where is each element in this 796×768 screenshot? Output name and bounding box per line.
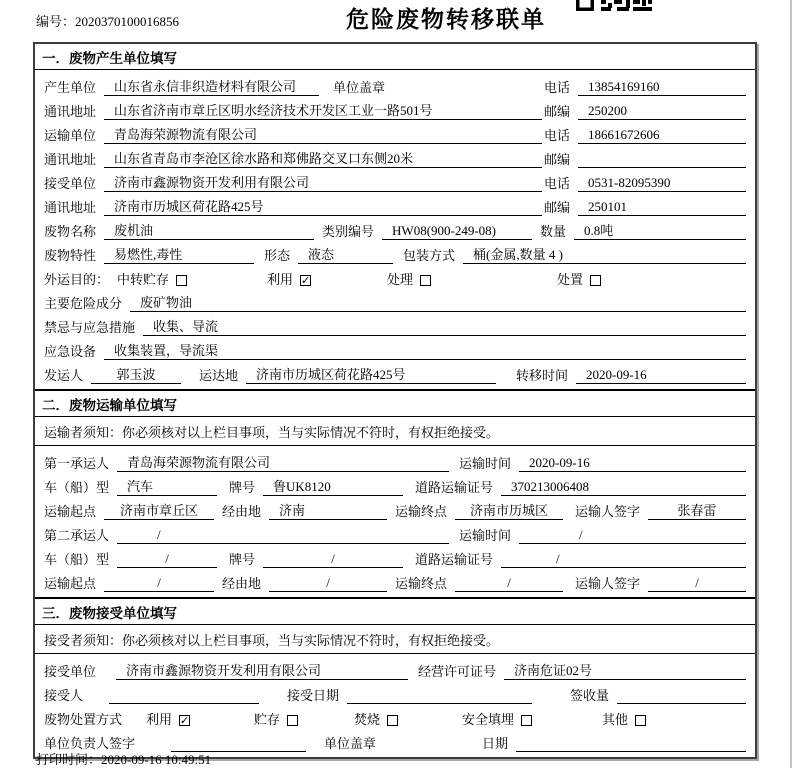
producer-unit-value: 山东省永信非织造材料有限公司 xyxy=(104,78,319,96)
receiver-address-value: 济南市历城区荷花路425号 xyxy=(104,198,542,216)
print-time-label: 打印时间： xyxy=(36,752,102,767)
section1-header: 一．废物产生单位填写 xyxy=(35,44,755,70)
section-transporter xyxy=(35,389,755,597)
transport-time1-value: 2020-09-16 xyxy=(519,454,746,472)
leader-sign-label: 单位负责人签字 xyxy=(44,736,136,751)
section1-body xyxy=(35,70,755,389)
disposal-option-other xyxy=(602,711,646,728)
accept-unit-row xyxy=(44,656,746,680)
route1-row xyxy=(44,496,746,520)
first-carrier-value: 青岛海荣源物流有限公司 xyxy=(117,454,449,472)
emergency-equipment-value: 收集装置，导流渠 xyxy=(104,342,746,360)
plate1-label: 牌号 xyxy=(229,480,256,495)
checkbox-transfer-storage xyxy=(176,275,187,286)
producer-unit-row xyxy=(44,72,746,96)
vehicle2-type-label: 车（船）型 xyxy=(44,552,110,567)
receiver-address-label: 通讯地址 xyxy=(44,200,97,215)
waste-qty-label: 数量 xyxy=(540,224,567,239)
route2-via-value: / xyxy=(269,574,387,592)
accept-date-label: 接受日期 xyxy=(287,688,340,703)
vehicle1-type-label: 车（船）型 xyxy=(44,480,110,495)
shipper-label: 发运人 xyxy=(44,368,84,383)
disposal-option-storage xyxy=(254,711,354,728)
route2-via-label: 经由地 xyxy=(222,576,262,591)
producer-address-row xyxy=(44,96,746,120)
accept-person-label: 接受人 xyxy=(44,688,84,703)
first-carrier-label: 第一承运人 xyxy=(44,456,110,471)
accept-person-value xyxy=(109,686,259,704)
purpose-option-treat xyxy=(387,271,557,288)
accept-date-value xyxy=(347,686,532,704)
purpose-option-dispose xyxy=(557,271,601,288)
transport-time1-label: 运输时间 xyxy=(459,456,512,471)
route2-sign-label: 运输人签字 xyxy=(575,576,641,591)
route1-via-value: 济南 xyxy=(269,502,387,520)
section3-body xyxy=(35,654,755,757)
route1-sign-label: 运输人签字 xyxy=(575,504,641,519)
hazard-components-value: 废矿物油 xyxy=(130,294,746,312)
second-carrier-label: 第二承运人 xyxy=(44,528,110,543)
waste-name-row xyxy=(44,216,746,240)
accept-person-row xyxy=(44,680,746,704)
print-time-value: 2020-09-16 10:49:51 xyxy=(101,752,212,767)
disposal-option-label: 利用 xyxy=(146,712,173,727)
accept-unit-label: 接受单位 xyxy=(44,664,97,679)
receiver-phone-label: 电话 xyxy=(543,176,570,191)
vehicle2-type-value: / xyxy=(117,550,217,568)
checkbox-dispose xyxy=(590,275,601,286)
transporter-address-value: 山东省青岛市李沧区徐水路和郑佛路交叉口东侧20米 xyxy=(104,150,542,168)
road-cert1-label: 道路运输证号 xyxy=(415,480,494,495)
receiver-zip-value: 250101 xyxy=(578,198,746,216)
taboo-measures-label: 禁忌与应急措施 xyxy=(44,320,136,335)
waste-category-value: HW08(900-249-08) xyxy=(382,222,532,240)
print-time xyxy=(36,749,211,768)
hazard-components-row xyxy=(44,288,746,312)
license-value: 济南危证02号 xyxy=(504,662,746,680)
purpose-option-utilize xyxy=(267,271,387,288)
manifest-table xyxy=(33,42,757,759)
route2-origin-label: 运输起点 xyxy=(44,576,97,591)
purpose-row xyxy=(44,264,746,288)
page-title: 危险废物转移联单 xyxy=(346,6,546,32)
disposal-option-label: 贮存 xyxy=(254,712,281,727)
checkbox-disposal-storage xyxy=(287,715,298,726)
purpose-option-transfer-storage xyxy=(117,271,267,288)
purpose-label: 外运目的： xyxy=(44,272,110,287)
transporter-address-label: 通讯地址 xyxy=(44,152,97,167)
transport-time2-value: / xyxy=(519,526,746,544)
waste-traits-value: 易燃性,毒性 xyxy=(104,246,254,264)
receiver-unit-value: 济南市鑫源物资开发利用有限公司 xyxy=(104,174,542,192)
route1-end-value: 济南市历城区 xyxy=(455,502,563,520)
route2-origin-value: / xyxy=(104,574,214,592)
receiver-phone-value: 0531-82095390 xyxy=(578,174,746,192)
checkbox-disposal-incinerate xyxy=(387,715,398,726)
receiver-unit-label: 接受单位 xyxy=(44,176,97,191)
section-producer xyxy=(35,44,755,389)
road-cert1-value: 370213006408 xyxy=(501,478,746,496)
packing-label: 包装方式 xyxy=(403,248,456,263)
disposal-option-label: 安全填埋 xyxy=(462,712,515,727)
transporter-zip-label: 邮编 xyxy=(543,152,570,167)
producer-zip-label: 邮编 xyxy=(543,104,570,119)
route1-origin-label: 运输起点 xyxy=(44,504,97,519)
qr-code-icon xyxy=(576,0,652,11)
producer-zip-value: 250200 xyxy=(578,102,746,120)
route1-end-label: 运输终点 xyxy=(395,504,448,519)
doc-number-value: 2020370100016856 xyxy=(75,14,180,29)
disposal-option-label: 其他 xyxy=(602,712,629,727)
receiver-zip-label: 邮编 xyxy=(543,200,570,215)
route2-row xyxy=(44,568,746,592)
section-receiver xyxy=(35,597,755,757)
producer-address-label: 通讯地址 xyxy=(44,104,97,119)
plate1-value: 鲁UK8120 xyxy=(263,478,403,496)
disposal-method-label: 废物处置方式 xyxy=(44,712,123,727)
transporter-notice: 运输者须知：你必须核对以上栏目事项，当与实际情况不符时，有权拒绝接受。 xyxy=(35,417,755,446)
route2-sign-value: / xyxy=(648,574,746,592)
hazard-components-label: 主要危险成分 xyxy=(44,296,123,311)
waste-category-label: 类别编号 xyxy=(322,224,375,239)
route1-via-label: 经由地 xyxy=(222,504,262,519)
waste-qty-value: 0.8吨 xyxy=(574,222,746,240)
route2-end-value: / xyxy=(455,574,563,592)
vehicle1-row xyxy=(44,472,746,496)
checkbox-treat xyxy=(420,275,431,286)
destination-value: 济南市历城区荷花路425号 xyxy=(246,366,496,384)
unit-seal2-label: 单位盖章 xyxy=(324,736,377,751)
transporter-phone-value: 18661672606 xyxy=(578,126,746,144)
transfer-time-value: 2020-09-16 xyxy=(576,366,746,384)
producer-phone-label: 电话 xyxy=(543,80,570,95)
route1-origin-value: 济南市章丘区 xyxy=(104,502,214,520)
checkbox-disposal-utilize: ✓ xyxy=(180,714,190,727)
plate2-value: / xyxy=(263,550,403,568)
purpose-option-label: 处理 xyxy=(387,272,414,287)
purpose-option-label: 利用 xyxy=(267,272,294,287)
disposal-option-incinerate xyxy=(354,711,462,728)
checkbox-disposal-landfill xyxy=(521,715,532,726)
vehicle1-type-value: 汽车 xyxy=(117,478,217,496)
waste-name-label: 废物名称 xyxy=(44,224,97,239)
receiver-notice: 接受者须知：你必须核对以上栏目事项，当与实际情况不符时，有权拒绝接受。 xyxy=(35,625,755,654)
signed-amount-value xyxy=(617,686,746,704)
transporter-unit-label: 运输单位 xyxy=(44,128,97,143)
shipper-value: 郭玉波 xyxy=(91,366,181,384)
taboo-measures-value: 收集、导流 xyxy=(143,318,746,336)
emergency-equipment-label: 应急设备 xyxy=(44,344,97,359)
waste-traits-label: 废物特性 xyxy=(44,248,97,263)
destination-label: 运达地 xyxy=(199,368,239,383)
checkbox-utilize: ✓ xyxy=(301,274,311,287)
producer-unit-label: 产生单位 xyxy=(44,80,97,95)
road-cert2-value: / xyxy=(501,550,746,568)
checkbox-disposal-other xyxy=(635,715,646,726)
waste-name-value: 废机油 xyxy=(104,222,314,240)
signed-amount-label: 签收量 xyxy=(570,688,610,703)
transporter-phone-label: 电话 xyxy=(543,128,570,143)
purpose-option-label: 处置 xyxy=(557,272,584,287)
plate2-label: 牌号 xyxy=(229,552,256,567)
waste-traits-row xyxy=(44,240,746,264)
sign-date-label: 日期 xyxy=(481,736,508,751)
page-edge-line xyxy=(790,0,792,768)
packing-value: 桶(金属,数量 4 ) xyxy=(463,246,746,264)
producer-phone-value: 13854169160 xyxy=(578,78,746,96)
waste-form-value: 液态 xyxy=(298,246,393,264)
taboo-measures-row xyxy=(44,312,746,336)
producer-address-value: 山东省济南市章丘区明水经济技术开发区工业一路501号 xyxy=(104,102,542,120)
road-cert2-label: 道路运输证号 xyxy=(415,552,494,567)
transporter-unit-value: 青岛海荣源物流有限公司 xyxy=(104,126,542,144)
transporter-unit-row xyxy=(44,120,746,144)
route2-end-label: 运输终点 xyxy=(395,576,448,591)
disposal-method-row xyxy=(44,704,746,728)
section3-header: 三．废物接受单位填写 xyxy=(35,599,755,625)
first-carrier-row xyxy=(44,448,746,472)
unit-seal-label: 单位盖章 xyxy=(333,80,386,95)
section2-body xyxy=(35,446,755,597)
purpose-option-label: 中转贮存 xyxy=(117,272,170,287)
transfer-time-label: 转移时间 xyxy=(515,368,568,383)
receiver-address-row xyxy=(44,192,746,216)
transporter-address-row xyxy=(44,144,746,168)
license-label: 经营许可证号 xyxy=(418,664,497,679)
shipper-row xyxy=(44,360,746,384)
route1-sign-value: 张春雷 xyxy=(648,502,746,520)
receiver-unit-row xyxy=(44,168,746,192)
disposal-option-utilize xyxy=(146,711,254,728)
transporter-zip-value xyxy=(578,150,746,168)
transport-time2-label: 运输时间 xyxy=(459,528,512,543)
emergency-equipment-row xyxy=(44,336,746,360)
waste-form-label: 形态 xyxy=(264,248,291,263)
disposal-option-landfill xyxy=(462,711,602,728)
vehicle2-row xyxy=(44,544,746,568)
disposal-option-label: 焚烧 xyxy=(354,712,381,727)
second-carrier-value: / xyxy=(117,526,449,544)
accept-unit-value: 济南市鑫源物资开发利用有限公司 xyxy=(116,662,408,680)
second-carrier-row xyxy=(44,520,746,544)
sign-date-value xyxy=(516,734,746,752)
doc-number-label: 编号： xyxy=(36,14,76,29)
section2-header: 二．废物运输单位填写 xyxy=(35,391,755,417)
